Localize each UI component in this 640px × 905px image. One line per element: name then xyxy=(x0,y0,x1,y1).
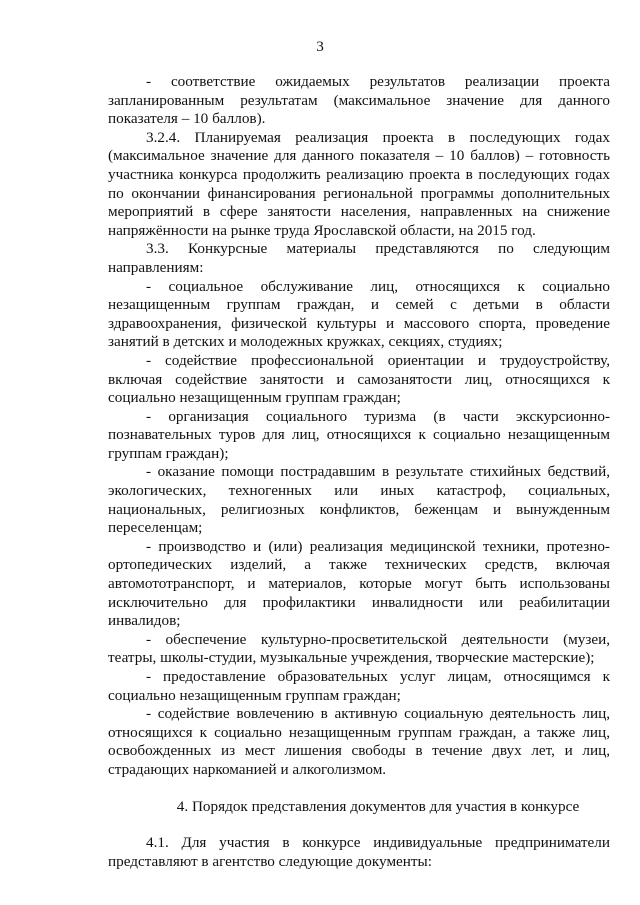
paragraph: 3.3. Конкурсные материалы представляются по следующим направлениям: xyxy=(108,240,610,276)
page-number: 3 xyxy=(316,38,324,55)
paragraph: 4.1. Для участия в конкурсе индивидуальные предприниматели представляют в агентство следующие документы: xyxy=(108,834,610,870)
list-item: - организация социального туризма (в части экскурсионно-познавательных туров для лиц, относящихся к социально незащищенным группам граждан); xyxy=(108,407,610,462)
list-item: - обеспечение культурно-просветительской деятельности (музеи, театры, школы-студии, музыкальные учреждения, творческие мастерские); xyxy=(108,630,610,667)
section-heading: 4. Порядок представления документов для участия в конкурсе xyxy=(176,797,580,815)
spacer xyxy=(108,780,610,798)
spacer xyxy=(108,816,610,834)
paragraph: 3.2.4. Планируемая реализация проекта в последующих годах (максимальное значение для данного показателя – 10 баллов) – готовность участника конкурса продолжить реализацию проекта в последующих годах по окончании финансирования региональной программы дополнительных мероприятий в сфере занятости населения, направленных на снижение напряжённости на рынке труда Ярославской области, на 2015 год. xyxy=(108,128,610,239)
list-item: - содействие профессиональной ориентации и трудоустройству, включая содействие занятости и самозанятости лиц, относящихся к социально незащищенным группам граждан; xyxy=(108,351,610,407)
paragraph: - соответствие ожидаемых результатов реализации проекта запланированным результатам (максимальное значение для данного показателя – 10 баллов). xyxy=(108,73,610,128)
list-item: - содействие вовлечению в активную социальную деятельность лиц, относящихся к социально незащищенным группам граждан, а также лиц, освобожденных из мест лишения свободы в течение двух лет, и лиц, страдающих наркоманией и алкоголизмом. xyxy=(108,705,610,778)
list-item: - оказание помощи пострадавшим в результате стихийных бедствий, экологических, техногенных или иных катастроф, социальных, национальных, религиозных конфликтов, беженцам и вынужденным переселенцам; xyxy=(108,463,610,537)
list-item: - социальное обслуживание лиц, относящихся к социально незащищенным группам граждан, и семей с детьми в области здравоохранения, физической культуры и массового спорта, проведение занятий в детских и молодежных кружках, секциях, студиях; xyxy=(108,277,610,351)
list-item: - предоставление образовательных услуг лицам, относящимся к социально незащищенным группам граждан; xyxy=(108,668,610,704)
list-item: - производство и (или) реализация медицинской техники, протезно-ортопедических изделий, а также технических средств, включая автомототранспорт, и материалов, которые могут быть использованы исключительно для профилактики инвалидности или реабилитации инвалидов; xyxy=(108,537,610,630)
page-content xyxy=(108,73,610,871)
